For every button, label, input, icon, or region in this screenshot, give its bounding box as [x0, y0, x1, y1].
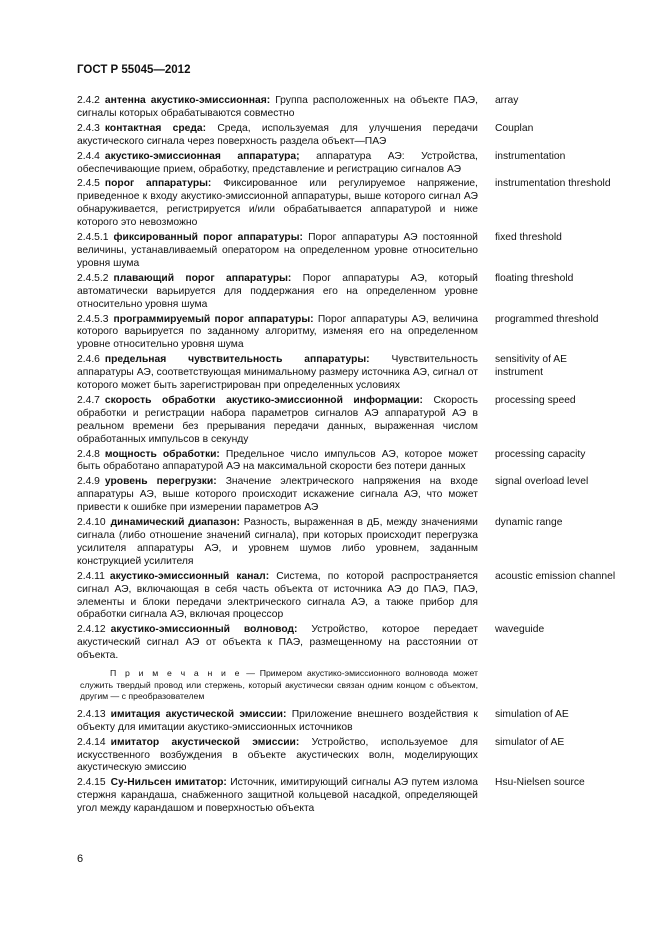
term-name: плавающий порог аппаратуры:	[113, 272, 292, 284]
term-name: мощность обработки:	[104, 448, 220, 460]
term-entry	[77, 123, 617, 149]
term-english: instrumentation threshold	[494, 178, 611, 190]
term-definition: Порог аппаратуры АЭ постоянной величины, устанавливаемый оператором на определенном уровне относительно уровня шума	[77, 232, 478, 269]
term-name: акустико-эмиссионный волновод:	[110, 624, 298, 636]
term-name: имитация акустической эмиссии:	[110, 708, 287, 720]
term-number: 2.4.12	[77, 624, 106, 636]
term-name: предельная чувствительность аппаратуры:	[104, 354, 370, 366]
term-definition-ru	[77, 709, 478, 735]
note-label: П р и м е ч а н и е	[110, 668, 242, 679]
term-name: динамический диапазон:	[110, 517, 240, 529]
term-definition-ru	[77, 777, 478, 816]
term-english: floating threshold	[494, 272, 574, 284]
term-definition-ru	[77, 232, 478, 271]
term-definition: Предельное число импульсов АЭ, которое может быть обработано аппаратурой АЭ на максимальной скорости без потери данных	[77, 448, 478, 473]
term-number: 2.4.9	[77, 476, 100, 488]
term-number: 2.4.8	[77, 448, 100, 460]
term-name: порог аппаратуры:	[104, 178, 212, 190]
term-definition-ru	[77, 476, 478, 515]
term-entry	[77, 517, 617, 569]
term-definition: Группа расположенных на объекте ПАЭ, сигналы которых обрабатываются совместно	[77, 95, 478, 119]
term-entry	[77, 476, 617, 515]
term-entry	[77, 95, 617, 121]
term-definition: Значение электрического напряжения на входе аппаратуры АЭ, выше которого происходит искажение сигнала АЭ, что может привести к ошибке при измерении параметров АЭ	[77, 476, 478, 514]
term-definition-ru	[77, 178, 478, 230]
term-definition: Система, по которой распространяется сигнал АЭ, включающая в себя часть объекта от источника АЭ до ПАЭ, ПАЭ, элементы и блоки передачи электрического сигнала АЭ, а также прибор для обработки сигнала АЭ, включая процессор	[77, 570, 478, 621]
document-header: ГОСТ Р 55045—2012	[77, 64, 191, 76]
term-number: 2.4.5.3	[77, 313, 109, 325]
term-definition: Разность, выраженная в дБ, между значениями сигнала (либо отношение значений сигнала), при которых происходит перегрузка усилителя аппаратуры АЭ, и уровнем шумов либо уровнем, заданным конструкцией усилителя	[77, 517, 478, 567]
term-english: acoustic emission channel	[494, 570, 616, 582]
term-name: скорость обработки акустико-эмиссионной информации:	[104, 394, 423, 406]
term-entry	[77, 151, 617, 177]
term-definition-ru	[77, 571, 478, 623]
term-definition-ru	[77, 151, 478, 177]
term-definition: Среда, используемая для улучшения передачи акустического сигнала через поверхность раздела объект—ПАЭ	[77, 122, 478, 147]
term-entry	[77, 777, 617, 816]
note-text: — Примером акустико-эмиссионного волновода может служить твердый провод или стержень, который акустически связан одним концом с объектом, другим — с преобразователем	[80, 668, 478, 702]
term-entry	[77, 737, 617, 776]
term-definition: Порог аппаратуры АЭ, который автоматически варьируется для поддержания его на определенном уровне относительно уровня шума	[77, 272, 478, 310]
term-name: акустико-эмиссионная аппаратура;	[104, 150, 300, 162]
term-number: 2.4.15	[77, 777, 106, 789]
term-number: 2.4.13	[77, 708, 106, 720]
term-definition-ru	[77, 314, 478, 353]
term-name: антенна акустико-эмиссионная:	[104, 95, 271, 106]
term-definition-ru	[77, 95, 478, 121]
terms-group	[77, 95, 617, 663]
term-number: 2.4.5.2	[77, 272, 109, 284]
term-english: processing capacity	[494, 448, 586, 460]
term-definition: Устройство, используемое для искусственного возбуждения в объекте акустических волн, моделирующих акустическую эмиссию	[77, 736, 478, 774]
terms-group	[77, 709, 617, 816]
term-number: 2.4.2	[77, 95, 100, 106]
term-english: processing speed	[494, 394, 576, 406]
term-name: уровень перегрузки:	[104, 476, 217, 488]
term-definition-ru	[77, 273, 478, 312]
term-definition-ru	[77, 517, 478, 569]
term-definition-ru	[77, 449, 478, 475]
term-name: контактная среда:	[104, 122, 207, 134]
term-entry	[77, 571, 617, 623]
term-english: dynamic range	[494, 517, 563, 529]
term-entry	[77, 709, 617, 735]
term-name: программируемый порог аппаратуры:	[113, 313, 314, 325]
term-definition: Фиксированное или регулируемое напряжение, приведенное к входу акустико-эмиссионной аппаратуры, выше которого сигнал АЭ обнаруживается, регистрируется и/или обрабатывается аппаратурой и ниже которого это невозможно	[77, 178, 478, 229]
term-number: 2.4.5.1	[77, 232, 109, 244]
term-entry	[77, 273, 617, 312]
term-name: акустико-эмиссионный канал:	[109, 570, 270, 582]
term-entry	[77, 449, 617, 475]
term-definition: Скорость обработки и регистрации набора параметров сигналов АЭ аппаратурой АЭ в реальном времени без прерывания передачи данных, выраженная числом обработанных импульсов в секунду	[77, 394, 478, 445]
term-english: simulator of AE	[494, 736, 565, 748]
term-definition: Приложение внешнего воздействия к объекту для имитации акустико-эмиссионных источников	[77, 708, 478, 733]
term-number: 2.4.7	[77, 394, 100, 406]
term-english: signal overload level	[494, 476, 589, 488]
term-english: Hsu-Nielsen source	[494, 777, 585, 789]
term-english: Couplan	[494, 122, 534, 134]
term-number: 2.4.14	[77, 736, 106, 748]
term-name: фиксированный порог аппаратуры:	[113, 232, 303, 244]
term-name: Су-Нильсен имитатор:	[110, 777, 227, 789]
term-definition: Порог аппаратуры АЭ, величина которого варьируется по заданному алгоритму, изменяя его на определенном уровне относительно уровня шума	[77, 313, 478, 351]
term-number: 2.4.3	[77, 122, 100, 134]
term-definition-ru	[77, 624, 478, 663]
term-entry	[77, 232, 617, 271]
term-definition: Чувствительность аппаратуры АЭ, соответствующая минимальному размеру источника АЭ, сигнал от которого может быть зарегистрирован при определенных условиях	[77, 354, 478, 392]
term-number: 2.4.5	[77, 178, 100, 190]
term-name: имитатор акустической эмиссии:	[110, 736, 300, 748]
term-english: programmed threshold	[494, 313, 599, 325]
term-english: array	[494, 95, 519, 106]
term-entry	[77, 354, 617, 393]
term-english: simulation of AE	[494, 708, 569, 720]
term-definition: Устройство, которое передает акустический сигнал АЭ от объекта к ПАЭ, размещенному на расстоянии от объекта.	[77, 624, 478, 662]
term-number: 2.4.10	[77, 517, 106, 529]
term-definition-ru	[77, 354, 478, 393]
term-english: fixed threshold	[494, 232, 562, 244]
term-entry	[77, 178, 617, 230]
term-entry	[77, 314, 617, 353]
term-definition-ru	[77, 395, 478, 447]
term-number: 2.4.4	[77, 150, 100, 162]
term-entry	[77, 395, 617, 447]
term-definition: Источник, имитирующий сигналы АЭ путем излома стержня карандаша, снабженного защитной кольцевой насадкой, определяющей угол между карандашом и поверхностью объекта	[77, 777, 478, 815]
page-number: 6	[77, 853, 84, 865]
note	[80, 668, 478, 703]
term-english: waveguide	[494, 624, 545, 636]
term-definition-ru	[77, 123, 478, 149]
term-english: sensitivity of AE instrument	[494, 354, 568, 379]
term-entry	[77, 624, 617, 663]
term-definition-ru	[77, 737, 478, 776]
term-definition: аппаратура АЭ: Устройства, обеспечивающие прием, обработку, представление и регистрацию сигналов АЭ	[77, 150, 478, 175]
term-number: 2.4.6	[77, 354, 100, 366]
terms-list	[77, 95, 617, 818]
term-number: 2.4.11	[77, 570, 105, 582]
term-english: instrumentation	[494, 150, 566, 162]
